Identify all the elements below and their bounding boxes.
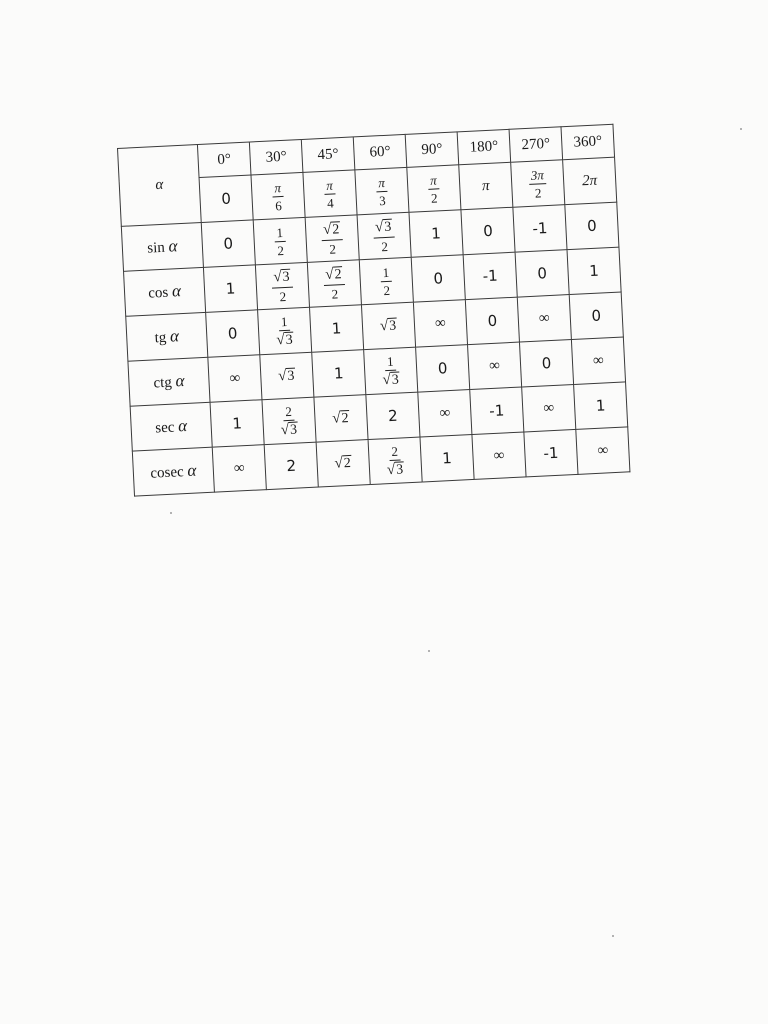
fraction xyxy=(278,404,301,438)
cell-value: 0 xyxy=(223,233,234,253)
radian-header-cell xyxy=(303,170,357,217)
cell-value: ∞ xyxy=(434,314,447,332)
fraction-denominator: √3 xyxy=(382,371,400,388)
fraction-numerator: 1 xyxy=(385,354,396,370)
value-cell xyxy=(470,387,524,434)
fraction xyxy=(271,269,294,303)
value-cell xyxy=(420,435,474,482)
cell-value: ∞ xyxy=(229,369,241,387)
cell-value: 0 xyxy=(586,216,598,235)
value-cell xyxy=(361,302,415,349)
fraction-numerator: 1 xyxy=(274,225,285,241)
value-cell xyxy=(201,220,255,267)
fraction-denominator: 2 xyxy=(383,282,391,298)
value-cell xyxy=(461,207,515,254)
function-argument: α xyxy=(186,460,197,480)
degree-header-cell: 45° xyxy=(301,137,355,173)
fraction xyxy=(528,168,547,200)
value-cell xyxy=(409,210,463,257)
value-cell xyxy=(513,205,567,252)
value-cell xyxy=(517,295,571,342)
cell-value: ∞ xyxy=(538,309,551,327)
function-name-cell xyxy=(126,312,208,361)
fraction-denominator: 2 xyxy=(277,242,285,258)
value-cell xyxy=(253,217,307,264)
value-cell xyxy=(212,445,266,492)
fraction xyxy=(272,180,284,211)
function-name: cosec xyxy=(150,464,185,482)
cell-value: ∞ xyxy=(542,399,555,416)
value-cell xyxy=(359,257,413,304)
value-cell xyxy=(208,355,262,402)
function-argument: α xyxy=(175,370,185,391)
value-cell xyxy=(472,432,526,479)
value-cell xyxy=(357,212,411,259)
fraction-numerator: 3π xyxy=(528,168,546,185)
function-name: cos xyxy=(147,284,169,302)
value-cell xyxy=(565,202,619,249)
function-argument: α xyxy=(177,415,188,436)
cell-value: 0 xyxy=(591,306,602,325)
cell-value: ∞ xyxy=(233,459,246,477)
fraction-numerator: √2 xyxy=(321,222,343,241)
fraction-numerator: √3 xyxy=(271,269,293,288)
value-cell xyxy=(524,429,578,476)
fraction xyxy=(376,175,388,206)
cell-value: 1 xyxy=(588,261,600,280)
value-cell xyxy=(368,437,422,484)
function-argument: α xyxy=(169,326,180,346)
fraction-numerator: 2 xyxy=(283,404,294,420)
value-cell xyxy=(258,307,312,354)
fraction xyxy=(321,222,344,256)
value-cell xyxy=(312,350,366,397)
fraction-denominator: 2 xyxy=(279,288,287,304)
fraction-denominator: 2 xyxy=(329,240,337,257)
degree-header-cell: 180° xyxy=(457,129,511,165)
cell-value: 0 xyxy=(482,221,494,240)
fraction-numerator: 1 xyxy=(380,265,391,281)
function-name-cell xyxy=(130,402,212,451)
fraction xyxy=(373,219,396,253)
cell-value: √3 xyxy=(379,317,397,334)
fraction-numerator: π xyxy=(376,175,387,191)
fraction-numerator: √2 xyxy=(323,267,345,286)
fraction xyxy=(428,173,440,204)
trig-values-table xyxy=(117,124,630,497)
scan-speck xyxy=(612,935,614,937)
degree-header-cell: 0° xyxy=(197,142,251,178)
function-name-cell xyxy=(121,222,203,271)
function-name-cell xyxy=(128,357,210,406)
radian-header-cell xyxy=(199,175,253,222)
cell-value: 1 xyxy=(595,395,606,415)
value-cell xyxy=(522,384,576,431)
radian-header-cell xyxy=(459,162,513,209)
scan-speck xyxy=(170,512,172,514)
cell-value: 1 xyxy=(331,318,342,338)
function-name: sec xyxy=(154,419,175,437)
degree-header-cell: 30° xyxy=(249,139,303,175)
value-cell xyxy=(411,255,465,302)
cell-value: 0 xyxy=(227,323,238,343)
fraction-numerator: 1 xyxy=(279,314,290,330)
radian-header-cell xyxy=(563,157,617,204)
fraction-denominator: 2 xyxy=(430,189,438,206)
fraction-numerator: π xyxy=(428,173,439,189)
cell-value: ∞ xyxy=(493,446,505,464)
degree-header-cell: 270° xyxy=(509,127,563,163)
fraction xyxy=(379,354,402,388)
value-cell xyxy=(463,252,517,299)
function-argument: α xyxy=(168,236,178,256)
value-cell xyxy=(210,400,264,447)
value-cell xyxy=(206,310,260,357)
cell-value: -1 xyxy=(488,400,505,420)
cell-value: ∞ xyxy=(488,357,501,374)
value-cell xyxy=(314,395,368,442)
fraction-denominator: √3 xyxy=(276,331,294,348)
cell-value: -1 xyxy=(542,443,559,463)
fraction-denominator: √3 xyxy=(280,421,298,438)
degree-header-cell: 90° xyxy=(405,132,459,168)
radian-header-cell xyxy=(251,172,305,219)
cell-value: 0 xyxy=(220,189,232,208)
value-cell xyxy=(576,427,630,474)
alpha-header-cell: α xyxy=(118,145,202,227)
cell-value: -1 xyxy=(482,266,499,285)
value-cell xyxy=(316,440,370,487)
radian-header-cell xyxy=(511,160,565,207)
value-cell xyxy=(262,397,316,444)
value-cell xyxy=(567,247,621,294)
value-cell xyxy=(307,260,361,307)
value-cell xyxy=(465,297,519,344)
value-cell xyxy=(310,305,364,352)
fraction xyxy=(380,265,392,296)
cell-value: 0 xyxy=(487,311,498,330)
fraction-denominator: √3 xyxy=(386,461,404,478)
value-cell xyxy=(515,250,569,297)
value-cell xyxy=(364,347,418,394)
value-cell xyxy=(413,300,467,347)
scan-speck xyxy=(740,128,742,130)
value-cell xyxy=(366,392,420,439)
cell-value: 2 xyxy=(285,456,297,475)
cell-value: ∞ xyxy=(597,441,609,459)
degree-header-cell: 60° xyxy=(353,134,407,170)
value-cell xyxy=(574,382,628,429)
value-cell xyxy=(203,265,257,312)
radian-header-cell xyxy=(407,165,461,212)
function-name: sin xyxy=(146,239,166,257)
value-cell xyxy=(571,337,625,384)
fraction-denominator: 4 xyxy=(326,194,335,211)
function-name: tg xyxy=(154,329,167,347)
cell-value: 0 xyxy=(433,268,444,288)
cell-value: 1 xyxy=(333,363,344,383)
cell-value: 1 xyxy=(430,223,442,243)
fraction-denominator: 3 xyxy=(378,192,386,208)
value-cell xyxy=(569,292,623,339)
fraction-denominator: 2 xyxy=(534,184,542,201)
fraction xyxy=(323,267,346,301)
scan-speck xyxy=(428,650,430,652)
fraction-numerator: 2 xyxy=(389,444,400,460)
cell-value: 2 xyxy=(387,406,399,425)
cell-value: √3 xyxy=(277,367,295,384)
radian-header-cell xyxy=(355,167,409,214)
cell-value: -1 xyxy=(531,218,548,238)
function-name: ctg xyxy=(153,374,173,392)
cell-value: √2 xyxy=(331,409,349,427)
cell-value: ∞ xyxy=(439,404,451,422)
cell-value: 0 xyxy=(536,263,548,283)
fraction xyxy=(274,225,286,256)
value-cell xyxy=(468,342,522,389)
fraction-denominator: 6 xyxy=(274,197,283,213)
cell-value: √2 xyxy=(334,454,352,472)
function-name-cell xyxy=(132,447,214,496)
value-cell xyxy=(416,345,470,392)
value-cell xyxy=(264,442,318,489)
fraction-numerator: π xyxy=(324,178,335,194)
fraction-denominator: 2 xyxy=(331,285,339,302)
value-cell xyxy=(519,340,573,387)
function-name-cell xyxy=(124,267,206,316)
cell-value: 1 xyxy=(231,413,243,433)
fraction-numerator: π xyxy=(272,180,283,196)
fraction xyxy=(324,178,336,209)
value-cell xyxy=(418,390,472,437)
cell-value: 0 xyxy=(437,358,448,378)
cell-value: 2π xyxy=(581,172,598,189)
cell-value: 1 xyxy=(225,278,236,298)
value-cell xyxy=(305,215,359,262)
value-cell xyxy=(255,262,309,309)
cell-value: 1 xyxy=(441,448,453,467)
cell-value: 0 xyxy=(541,353,552,372)
degree-header-cell: 360° xyxy=(561,124,615,160)
fraction-denominator: 2 xyxy=(380,238,389,254)
fraction xyxy=(384,444,407,478)
value-cell xyxy=(260,352,314,399)
cell-value: ∞ xyxy=(592,351,605,369)
fraction-numerator: √3 xyxy=(373,219,395,238)
trig-table-sheet xyxy=(117,124,630,497)
cell-value: π xyxy=(481,177,490,194)
function-argument: α xyxy=(171,281,182,301)
fraction xyxy=(273,314,296,348)
